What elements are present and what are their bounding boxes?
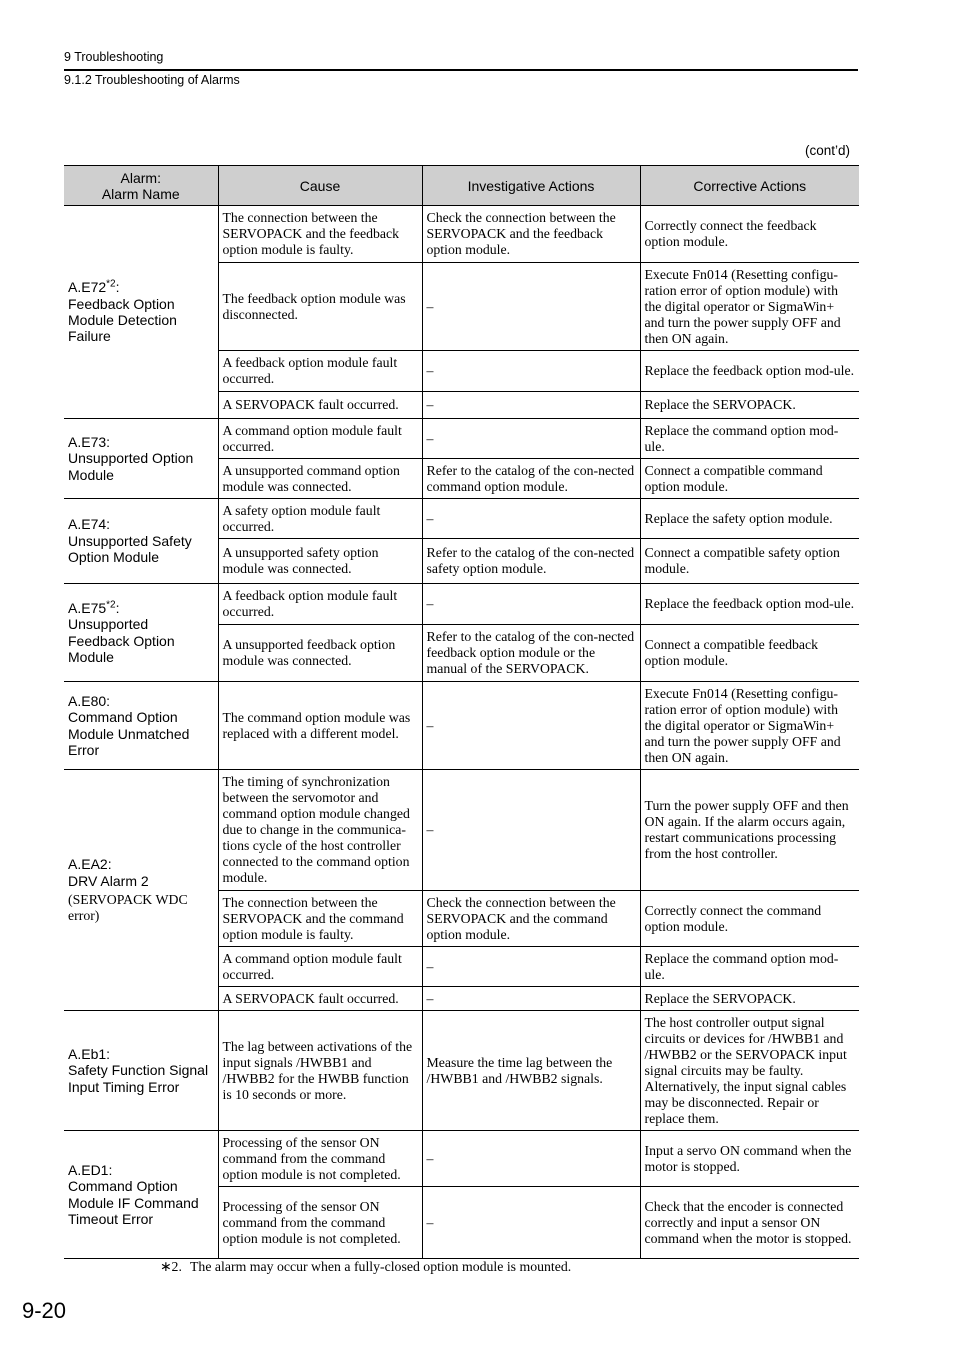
corrective-cell: Replace the safety option module. xyxy=(640,499,859,539)
table-row xyxy=(64,770,859,891)
corrective-cell: Execute Fn014 (Resetting configu-ration error of option module) with the digital operator or SigmaWin+ and turn the power supply OFF and then ON again. xyxy=(640,263,859,351)
corrective-cell: Connect a compatible feedback option module. xyxy=(640,625,859,682)
alarm-name-line: Feedback Option xyxy=(68,632,175,649)
section-heading: 9.1.2 Troubleshooting of Alarms xyxy=(64,73,240,87)
alarm-note: (SERVOPACK WDC error) xyxy=(68,891,188,923)
alarm-name-line: Module IF Command xyxy=(68,1194,199,1211)
alarm-code-suffix: : xyxy=(115,599,120,616)
alarm-name-line: Module Unmatched xyxy=(68,725,190,742)
corrective-cell: Correctly connect the feedback option module. xyxy=(640,206,859,263)
chapter-heading: 9 Troubleshooting xyxy=(64,50,164,64)
alarm-code-suffix: : xyxy=(115,279,120,296)
table-header-row xyxy=(64,166,859,206)
cause-cell: A feedback option module fault occurred. xyxy=(218,584,422,625)
table-row xyxy=(64,419,859,459)
continued-label: (cont’d) xyxy=(804,143,850,158)
alarm-name-line: Module xyxy=(68,648,114,665)
alarm-name-line: Safety Function Signal xyxy=(68,1062,209,1079)
footnote-reference: *2 xyxy=(106,599,116,611)
investigative-cell: – xyxy=(422,351,640,392)
investigative-cell: – xyxy=(422,947,640,987)
page-number: 9-20 xyxy=(22,1298,67,1323)
footnote-reference: *2 xyxy=(106,278,116,290)
corrective-cell: Replace the command option mod-ule. xyxy=(640,419,859,459)
corrective-cell: Check that the encoder is connected correctly and input a sensor ON command when the motor is stopped. xyxy=(640,1187,859,1259)
table-row xyxy=(64,1011,859,1131)
alarm-name-line: Unsupported Safety xyxy=(68,532,192,549)
alarm-code-suffix: : xyxy=(106,692,111,709)
alarm-code-suffix: : xyxy=(106,1045,111,1062)
cause-cell: A command option module fault occurred. xyxy=(218,947,422,987)
alarm-name-cell xyxy=(64,1011,218,1131)
corrective-cell: Replace the SERVOPACK. xyxy=(640,392,859,419)
table-row xyxy=(64,499,859,539)
cause-cell: The connection between the SERVOPACK and the command option module is faulty. xyxy=(218,891,422,947)
cause-cell: Processing of the sensor ON command from the command option module is not completed. xyxy=(218,1131,422,1187)
investigative-cell: – xyxy=(422,584,640,625)
alarm-code: A.E72 xyxy=(68,279,107,296)
cause-cell: A SERVOPACK fault occurred. xyxy=(218,987,422,1011)
investigative-cell: – xyxy=(422,1187,640,1259)
alarm-code: A.E80 xyxy=(68,692,107,709)
alarm-name-line: Command Option xyxy=(68,709,178,726)
investigative-cell: – xyxy=(422,419,640,459)
corrective-cell: Connect a compatible command option module. xyxy=(640,459,859,499)
investigative-cell: – xyxy=(422,499,640,539)
alarm-code-suffix: : xyxy=(106,516,111,533)
cause-cell: The lag between activations of the input signals /HWBB1 and /HWBB2 for the HWBB function is 10 seconds or more. xyxy=(218,1011,422,1131)
cause-cell: A command option module fault occurred. xyxy=(218,419,422,459)
alarm-name-line: Option Module xyxy=(68,549,160,566)
alarm-code: A.E74 xyxy=(68,516,107,533)
header-alarm-line2: Alarm Name xyxy=(101,185,180,202)
alarm-name-line: Module xyxy=(68,466,114,483)
table-row xyxy=(64,682,859,770)
investigative-cell: Refer to the catalog of the con-nected feedback option module or the manual of the SERVOPACK. xyxy=(422,625,640,682)
alarm-name-line: Module Detection xyxy=(68,312,177,328)
investigative-cell: – xyxy=(422,770,640,891)
alarm-name-line: Unsupported xyxy=(68,616,149,633)
cause-cell: A unsupported command option module was connected. xyxy=(218,459,422,499)
corrective-cell: Replace the command option mod-ule. xyxy=(640,947,859,987)
table-row xyxy=(64,584,859,625)
header-cause: Cause xyxy=(218,166,422,206)
alarm-name-line: Failure xyxy=(68,328,111,345)
cause-cell: A safety option module fault occurred. xyxy=(218,499,422,539)
investigative-cell: Check the connection between the SERVOPACK and the command option module. xyxy=(422,891,640,947)
cause-cell: The timing of synchronization between the servomotor and command option module changed due to change in the communica-tions cycle of the host controller connected to the command option module. xyxy=(218,770,422,891)
investigative-cell: Refer to the catalog of the con-nected command option module. xyxy=(422,459,640,499)
cause-cell: A unsupported feedback option module was connected. xyxy=(218,625,422,682)
corrective-cell: Correctly connect the command option module. xyxy=(640,891,859,947)
table-row xyxy=(64,206,859,263)
alarm-name-cell xyxy=(64,682,218,770)
alarm-code-suffix: : xyxy=(106,433,111,450)
alarm-name-cell xyxy=(64,584,218,682)
footnote-mark: ∗2. xyxy=(160,1259,182,1274)
alarm-name-line: Timeout Error xyxy=(68,1210,154,1227)
cause-cell: Processing of the sensor ON command from the command option module is not completed. xyxy=(218,1187,422,1259)
investigative-cell: Refer to the catalog of the con-nected safety option module. xyxy=(422,539,640,584)
cause-cell: The command option module was replaced with a different model. xyxy=(218,682,422,770)
corrective-cell: Connect a compatible safety option module. xyxy=(640,539,859,584)
alarm-name-line: Command Option xyxy=(68,1178,178,1195)
investigative-cell: – xyxy=(422,682,640,770)
alarm-name-cell xyxy=(64,1131,218,1259)
alarm-name-cell xyxy=(64,419,218,499)
alarm-name-cell xyxy=(64,206,218,419)
header-alarm-line1: Alarm: xyxy=(120,169,161,186)
alarm-name-cell xyxy=(64,770,218,1011)
cause-cell: A unsupported safety option module was connected. xyxy=(218,539,422,584)
alarm-name-line: Feedback Option xyxy=(68,295,175,312)
header-rule xyxy=(64,69,858,71)
cause-cell: The connection between the SERVOPACK and the feedback option module is faulty. xyxy=(218,206,422,263)
investigative-cell: – xyxy=(422,987,640,1011)
investigative-cell: – xyxy=(422,263,640,351)
alarm-code: A.E73 xyxy=(68,433,107,450)
investigative-cell: Check the connection between the SERVOPACK and the feedback option module. xyxy=(422,206,640,263)
corrective-cell: Execute Fn014 (Resetting configu-ration error of option module) with the digital operator or SigmaWin+ and turn the power supply OFF and then ON again. xyxy=(640,682,859,770)
alarm-code: A.EA2 xyxy=(68,856,108,873)
corrective-cell: Replace the feedback option mod-ule. xyxy=(640,351,859,392)
alarm-table xyxy=(64,165,859,1259)
header-corrective: Corrective Actions xyxy=(640,166,859,206)
corrective-cell: Turn the power supply OFF and then ON again. If the alarm occurs again, restart communications processing from the host controller. xyxy=(640,770,859,891)
cause-cell: The feedback option module was disconnected. xyxy=(218,263,422,351)
alarm-code: A.ED1 xyxy=(68,1161,109,1178)
corrective-cell: Replace the SERVOPACK. xyxy=(640,987,859,1011)
investigative-cell: – xyxy=(422,1131,640,1187)
table-row xyxy=(64,1131,859,1187)
alarm-name-cell xyxy=(64,499,218,584)
alarm-name-line: Error xyxy=(68,741,100,758)
header-alarm xyxy=(64,166,218,206)
cause-cell: A SERVOPACK fault occurred. xyxy=(218,392,422,419)
footnote xyxy=(160,1259,571,1275)
investigative-cell: Measure the time lag between the /HWBB1 and /HWBB2 signals. xyxy=(422,1011,640,1131)
alarm-code-suffix: : xyxy=(107,856,112,873)
alarm-code: A.Eb1 xyxy=(68,1045,107,1062)
corrective-cell: The host controller output signal circuits or devices for /HWBB1 and /HWBB2 or the SERVOPACK input signal circuits may be faulty. Alternatively, the input signal cables may be disconnected. Repair or replace them. xyxy=(640,1011,859,1131)
alarm-name-line: Input Timing Error xyxy=(68,1078,180,1095)
header-investigative: Investigative Actions xyxy=(422,166,640,206)
alarm-name-line: Unsupported Option xyxy=(68,450,194,467)
footnote-text: The alarm may occur when a fully-closed option module is mounted. xyxy=(190,1259,572,1274)
alarm-name-line: DRV Alarm 2 xyxy=(68,872,149,889)
alarm-code-suffix: : xyxy=(108,1161,113,1178)
corrective-cell: Input a servo ON command when the motor is stopped. xyxy=(640,1131,859,1187)
alarm-code: A.E75 xyxy=(68,599,107,616)
corrective-cell: Replace the feedback option mod-ule. xyxy=(640,584,859,625)
investigative-cell: – xyxy=(422,392,640,419)
cause-cell: A feedback option module fault occurred. xyxy=(218,351,422,392)
